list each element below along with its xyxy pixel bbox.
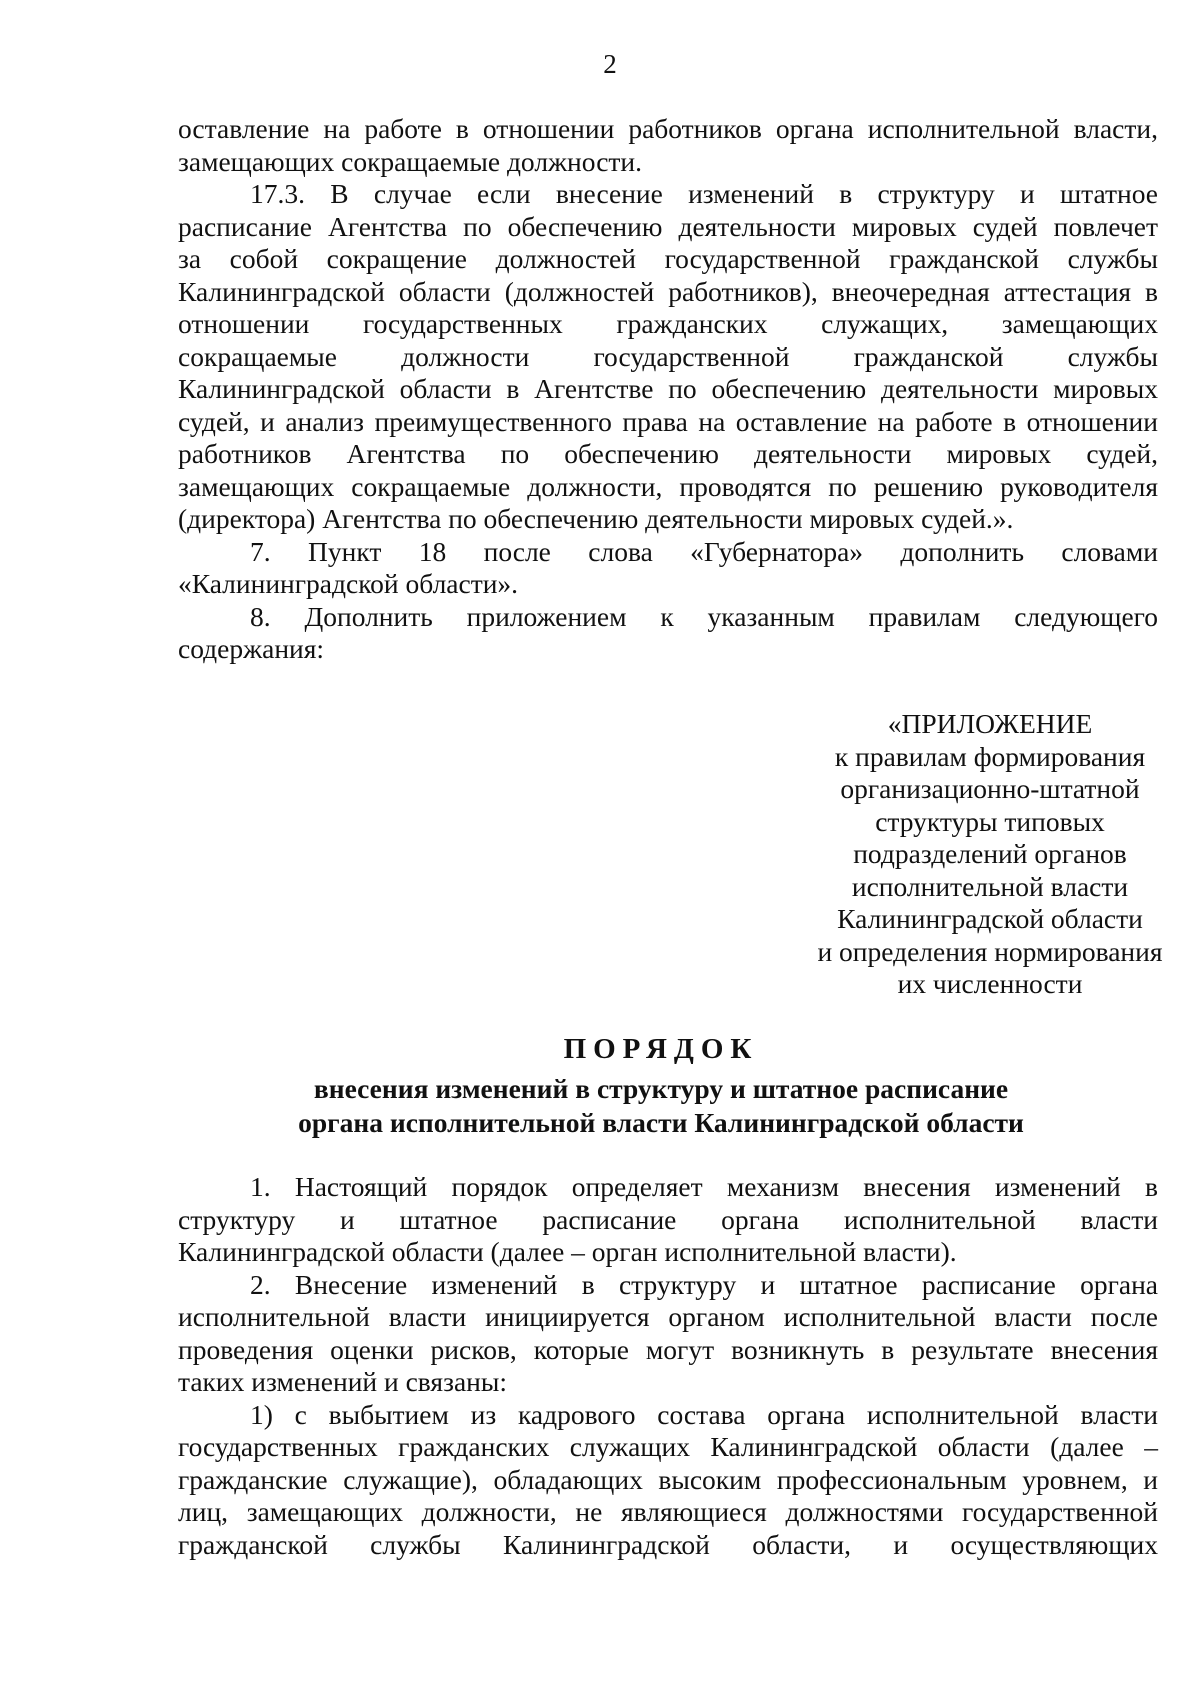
appendix-line: исполнительной власти	[851, 870, 1129, 902]
text-line: (директора) Агентства по обеспечению деятельности мировых судей.».	[178, 503, 1014, 534]
text-line: гражданской службы Калининградской области, и осуществляющих	[178, 1528, 1158, 1560]
section-2-item-1	[178, 1399, 1158, 1562]
text-line: лиц, замещающих должности, не являющиеся должностями государственной	[178, 1496, 1158, 1527]
subtitle-line: внесения изменений в структуру и штатное расписание	[313, 1073, 1009, 1104]
appendix-line: Калининградской области	[837, 903, 1143, 934]
text-line: таких изменений и связаны:	[178, 1366, 507, 1397]
text-line: 17.3. В случае если внесение изменений в структуру и штатное	[250, 178, 1158, 209]
appendix-line: к правилам формирования	[834, 740, 1146, 772]
text-line: структуру и штатное расписание органа исполнительной власти	[178, 1203, 1158, 1235]
text-line: государственных гражданских служащих Калининградской области (далее –	[178, 1431, 1158, 1462]
text-line: 7. Пункт 18 после слова «Губернатора» дополнить словами	[250, 535, 1158, 567]
text-line: Калининградской области (далее – орган исполнительной власти).	[178, 1236, 957, 1267]
section-2	[178, 1269, 1158, 1399]
document-title: ПОРЯДОК	[563, 1033, 759, 1065]
text-line: проведения оценки рисков, которые могут возникнуть в результате внесения	[178, 1333, 1158, 1365]
appendix-line: и определения нормирования	[817, 935, 1163, 967]
text-line: отношении государственных гражданских служащих, замещающих	[178, 308, 1158, 339]
document-body-top	[178, 113, 1158, 666]
text-line: за собой сокращение должностей государственной гражданской службы	[178, 243, 1158, 274]
appendix-line: структуры типовых	[875, 805, 1105, 837]
text-line: работников Агентства по обеспечению деятельности мировых судей,	[178, 438, 1158, 469]
text-line: оставление на работе в отношении работников органа исполнительной власти,	[178, 113, 1158, 144]
text-line: гражданские служащие), обладающих высоким профессиональным уровнем, и	[178, 1463, 1158, 1495]
paragraph-intro	[178, 113, 1158, 178]
paragraph-8	[178, 601, 1158, 666]
paragraph-17-3	[178, 178, 1158, 536]
text-line: 8. Дополнить приложением к указанным правилам следующего	[250, 600, 1158, 632]
appendix-line: организационно-штатной	[840, 773, 1140, 804]
appendix-line: подразделений органов	[853, 838, 1127, 869]
appendix-line: «ПРИЛОЖЕНИЕ	[887, 708, 1093, 739]
subtitle-line: органа исполнительной власти Калининградской области	[298, 1107, 1024, 1138]
document-body-bottom	[178, 1171, 1158, 1561]
text-line: расписание Агентства по обеспечению деятельности мировых судей повлечет	[178, 210, 1158, 242]
document-subtitle	[0, 1072, 1200, 1140]
page-number: 2	[603, 49, 617, 79]
appendix-line: их численности	[897, 968, 1083, 999]
text-line: 1. Настоящий порядок определяет механизм внесения изменений в	[250, 1171, 1158, 1202]
paragraph-7	[178, 536, 1158, 601]
text-line: сокращаемые должности государственной гражданской службы	[178, 340, 1158, 372]
text-line: исполнительной власти инициируется органом исполнительной власти после	[178, 1301, 1158, 1332]
text-line: «Калининградской области».	[178, 568, 519, 599]
text-line: 1) с выбытием из кадрового состава органа исполнительной власти	[250, 1398, 1158, 1430]
section-1	[178, 1171, 1158, 1269]
text-line: Калининградской области (должностей работников), внеочередная аттестация в	[178, 275, 1158, 307]
text-line: Калининградской области в Агентстве по обеспечению деятельности мировых	[178, 373, 1158, 404]
appendix-heading	[775, 708, 1200, 1001]
text-line: 2. Внесение изменений в структуру и штатное расписание органа	[250, 1268, 1158, 1300]
text-line: замещающих сокращаемые должности.	[178, 145, 643, 177]
text-line: судей, и анализ преимущественного права на оставление на работе в отношении	[178, 405, 1158, 437]
text-line: содержания:	[178, 633, 325, 664]
text-line: замещающих сокращаемые должности, проводятся по решению руководителя	[178, 470, 1158, 502]
